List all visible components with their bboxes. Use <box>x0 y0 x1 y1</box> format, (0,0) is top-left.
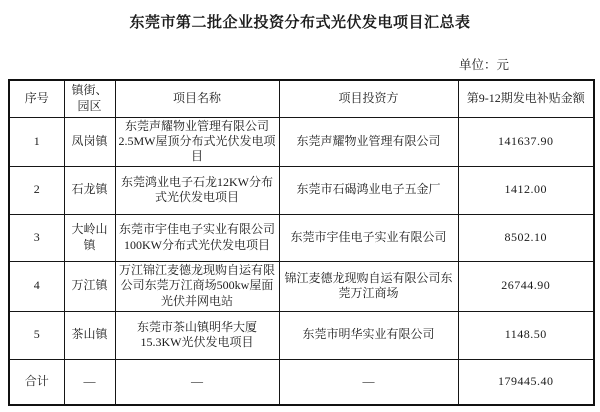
cell-total-town: — <box>64 359 115 405</box>
table-row <box>9 117 594 166</box>
cell-total-project: — <box>115 359 279 405</box>
cell-investor: 东莞市石碣鸿业电子五金厂 <box>279 166 458 214</box>
table-row <box>9 214 594 261</box>
cell-town: 大岭山镇 <box>64 214 115 261</box>
cell-amount: 8502.10 <box>458 214 594 261</box>
cell-project: 东莞声耀物业管理有限公司2.5MW屋顶分布式光伏发电项目 <box>115 117 279 166</box>
header-cell-amount: 第9-12期发电补贴金额 <box>458 80 594 117</box>
cell-investor: 东莞市明华实业有限公司 <box>279 311 458 359</box>
header-row <box>9 80 594 117</box>
cell-no: 1 <box>9 117 64 166</box>
cell-town: 石龙镇 <box>64 166 115 214</box>
summary-table <box>8 79 595 406</box>
cell-total-investor: — <box>279 359 458 405</box>
cell-investor: 锦江麦德龙现购自运有限公司东莞万江商场 <box>279 261 458 311</box>
cell-investor: 东莞声耀物业管理有限公司 <box>279 117 458 166</box>
page-title: 东莞市第二批企业投资分布式光伏发电项目汇总表 <box>129 15 471 31</box>
header-cell-town: 镇街、园区 <box>64 80 115 117</box>
table-row <box>9 311 594 359</box>
cell-amount: 1148.50 <box>458 311 594 359</box>
header-cell-investor: 项目投资方 <box>279 80 458 117</box>
cell-total-label: 合计 <box>9 359 64 405</box>
cell-total-amount: 179445.40 <box>458 359 594 405</box>
cell-project: 东莞市宇佳电子实业有限公司100KW分布式光伏发电项目 <box>115 214 279 261</box>
cell-project: 东莞市茶山镇明华大厦15.3KW光伏发电项目 <box>115 311 279 359</box>
total-row <box>9 359 594 405</box>
cell-investor: 东莞市宇佳电子实业有限公司 <box>279 214 458 261</box>
cell-amount: 26744.90 <box>458 261 594 311</box>
cell-town: 万江镇 <box>64 261 115 311</box>
table-row <box>9 166 594 214</box>
header-cell-project: 项目名称 <box>115 80 279 117</box>
cell-town: 凤岗镇 <box>64 117 115 166</box>
cell-town: 茶山镇 <box>64 311 115 359</box>
cell-no: 4 <box>9 261 64 311</box>
header-cell-no: 序号 <box>9 80 64 117</box>
cell-no: 3 <box>9 214 64 261</box>
cell-project: 东莞鸿业电子石龙12KW分布式光伏发电项目 <box>115 166 279 214</box>
cell-amount: 141637.90 <box>458 117 594 166</box>
cell-project: 万江锦江麦德龙现购自运有限公司东莞万江商场500kw屋面光伏并网电站 <box>115 261 279 311</box>
unit-label: 单位：元 <box>459 58 510 72</box>
table-row <box>9 261 594 311</box>
cell-no: 2 <box>9 166 64 214</box>
cell-amount: 1412.00 <box>458 166 594 214</box>
cell-no: 5 <box>9 311 64 359</box>
